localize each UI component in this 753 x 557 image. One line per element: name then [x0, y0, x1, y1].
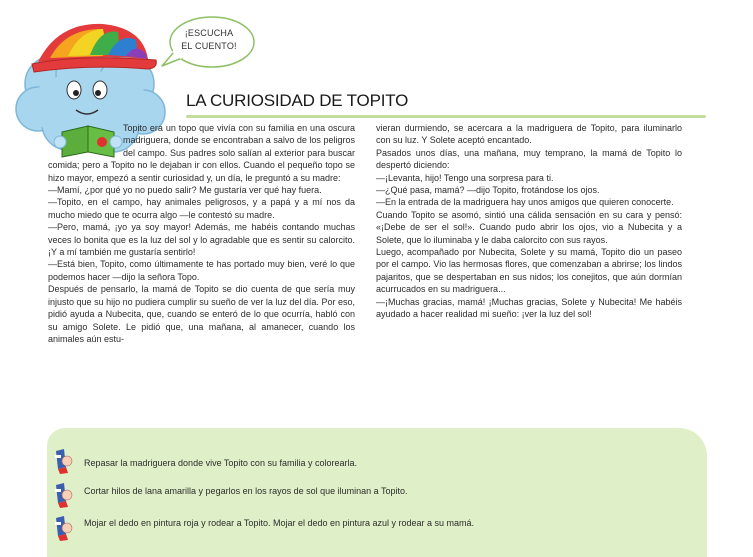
paragraph: Luego, acompañado por Nubecita, Solete y su mamá, Topito dio un paseo por el campo. Vio las hermosas flores, que comenzaban a abrirse; los lindos pajaritos, que se despertaban en sus nidos; los conejitos, que aún dormían acurrucados en su madriguera... — [376, 247, 682, 295]
paragraph: vieran durmiendo, se acercara a la madriguera de Topito, para iluminarlo con su luz. Y Solete aceptó encantado. — [376, 123, 682, 146]
pencil-hand-icon — [52, 447, 74, 475]
finger-paint-hand-icon — [52, 514, 74, 542]
paragraph: —¡Levanta, hijo! Tengo una sorpresa para ti. — [376, 172, 554, 183]
bubble-line-2: EL CUENTO! — [181, 41, 237, 51]
mascot-text-wrap — [48, 122, 123, 159]
paragraph: —Pero, mamá, ¡yo ya soy mayor! Además, me habéis contando muchas veces lo bonita que es la luz del sol y lo agradable que es sentir su calorcito. ¡Y a mí también me gustaría sentirlo! — [48, 222, 355, 258]
title-underline — [186, 115, 706, 118]
paragraph: —¿Qué pasa, mamá? —dijo Topito, frotándose los ojos. — [376, 185, 600, 196]
paragraph: —Topito, en el campo, hay animales peligrosos, y a papá y a mí nos da mucho miedo que te ocurra algo —le contestó su madre. — [48, 197, 355, 220]
paragraph: —En la entrada de la madriguera hay unos amigos que quieren conocerte. — [376, 197, 674, 208]
bubble-line-1: ¡ESCUCHA — [184, 28, 234, 38]
activity-text: Repasar la madriguera donde vive Topito con su familia y colorearla. — [84, 458, 357, 468]
bubble-text — [174, 27, 244, 53]
paragraph: Pasados unos días, una mañana, muy temprano, la mamá de Topito lo despertó diciendo: — [376, 147, 682, 171]
activity-text: Cortar hilos de lana amarilla y pegarlos en los rayos de sol que iluminan a Topito. — [84, 486, 408, 496]
paragraph: Topito era un topo que vivía con su familia en una oscura madriguera, donde se encontraban a salvo de los peligros del campo. Sus padres solo salían al exterior para buscar comida; pero a Topito no le dejaban ir con ellos. Cuando el pequeño topo se hizo mayor, empezó a sentir curiosidad y, un día, le preguntó a su madre: — [48, 123, 355, 183]
activity-text: Mojar el dedo en pintura roja y rodear a Topito. Mojar el dedo en pintura azul y rodear a su mamá. — [84, 518, 475, 528]
paragraph: —Mamí, ¿por qué yo no puedo salir? Me gustaría ver qué hay fuera. — [48, 185, 322, 196]
story-column-2 — [376, 122, 682, 321]
activity-item — [52, 514, 652, 544]
activity-item — [52, 447, 652, 477]
activity-item — [52, 481, 652, 511]
scissors-hand-icon — [52, 481, 74, 509]
paragraph: Después de pensarlo, la mamá de Topito se dio cuenta de que sería muy injusto que su hijo no pudiera cumplir su sueño de ver la luz del día. Por eso, pidió ayuda a Nubecita, que, cuando se enteró de lo que ocurría, habló con su amigo Solete. Le pidió que, una mañana, al amanecer, cuando los animales aún estu- — [48, 284, 355, 344]
paragraph: —¡Muchas gracias, mamá! ¡Muchas gracias, Solete y Nubecita! Me habéis ayudado a hacer realidad mi sueño: ¡ver la luz del sol! — [376, 296, 682, 320]
story-column-1 — [48, 122, 355, 345]
paragraph: Cuando Topito se asomó, sintió una cálida sensación en su cara y pensó: «¡Debe de ser el sol!». Cuando pudo abrir los ojos, vio a Nubecita y a Solete, que lo iluminaba y le daba calorcito con sus rayos. — [376, 209, 682, 245]
story-title: LA CURIOSIDAD DE TOPITO — [186, 91, 409, 110]
paragraph: —Está bien, Topito, como últimamente te has portado muy bien, veré lo que podemos hacer —dijo la señora Topo. — [48, 259, 355, 282]
